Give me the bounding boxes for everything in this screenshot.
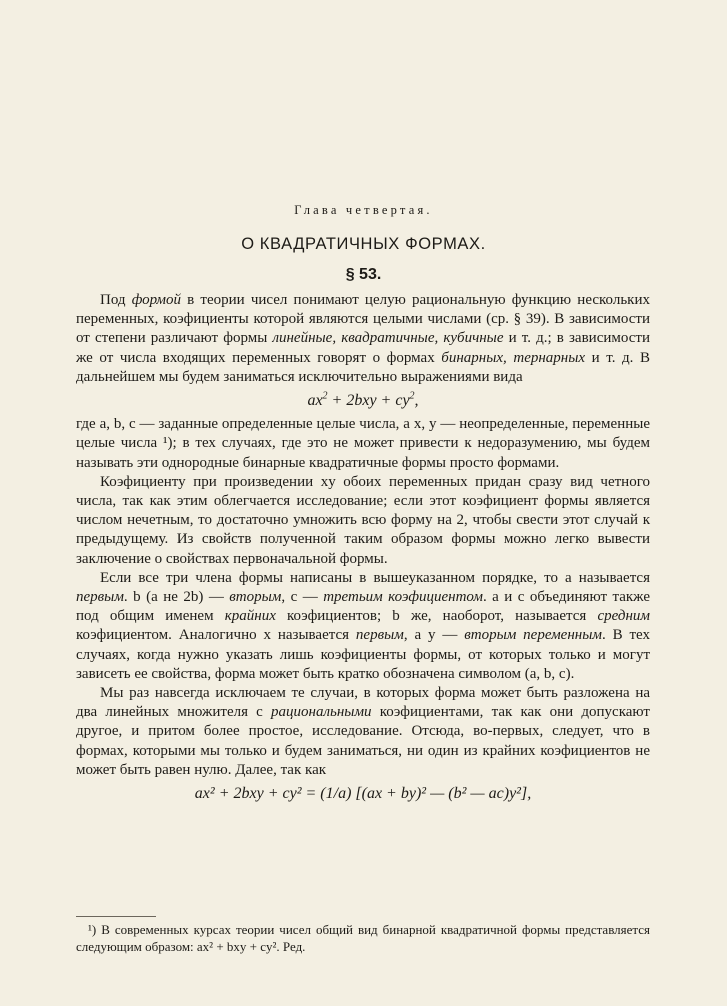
body-text (76, 291, 650, 808)
paragraph-2: Коэфициенту при произведении xy обоих переменных придан сразу вид четного числа, так как этим облегчается исследование; если этот коэфициент формы является числом нечетным, то достаточно умножить всю форму на 2, чтобы свести этот случай к предыдущему. Из свойств полученной таким образом формы можно легко вывести заключение о свойствах первоначальной формы. (76, 473, 650, 567)
paragraph-1b: где a, b, c — заданные определенные целые числа, а x, y — неопределенные, переменные целые числа ¹); в тех случаях, где это не может привести к недоразумению, мы будем называть эти однородные бинарные квадратичные формы просто формами. (76, 416, 650, 471)
footnote (76, 921, 650, 955)
footnote-divider (76, 916, 156, 917)
paragraph-3: Если все три члена формы написаны в вышеуказанном порядке, то a называется первым. b (а не 2b) — вторым, c — третьим коэфициентом. a и c объединяют также под общим именем крайних коэфициентов; b же, наоборот, называется средним коэфициентом. Аналогично x называется первым, а y — вторым переменным. В тех случаях, когда нужно указать лишь коэфициенты формы, от которых только и могут зависеть ее свойства, форма может быть кратко обозначена символом (a, b, c). (76, 569, 650, 682)
section-number: § 53. (345, 266, 382, 283)
paragraph-1: Под формой в теории чисел понимают целую рациональную функцию нескольких переменных, коэфициенты которой являются целыми числами (ср. § 39). В зависимости от степени различают формы линейные, квадратичные, кубичные и т. д.; в зависимости же от числа входящих переменных говорят о формах бинарных, тернарных и т. д. В дальнейшем мы будем заниматься исключительно выражениями вида (76, 292, 651, 385)
formula-identity: ax² + 2bxy + cy² = (1/a) [(ax + by)² — (b² — ac)y²], (194, 785, 532, 803)
paragraph-4: Мы раз навсегда исключаем те случаи, в которых форма может быть разложена на два линейных множителя с рациональными коэфициентами, так как они допускают другое, и притом более простое, исследование. Отсюда, во-первых, следует, что в формах, которыми мы только и будем заниматься, ни один из крайних коэфициентов не может быть равен нулю. Далее, так как (76, 685, 650, 778)
footnote-text: ¹) В современных курсах теории чисел общий вид бинарной квадратичной формы представляется следующим образом: ax² + bxy + cy². Ред. (76, 922, 650, 954)
chapter-title: О КВАДРАТИЧНЫХ ФОРМАХ. (241, 235, 486, 253)
chapter-label: Глава четвертая. (294, 203, 433, 217)
formula-quadratic-form: $ax^2 + 2bxy + cy^2$, (307, 390, 419, 410)
